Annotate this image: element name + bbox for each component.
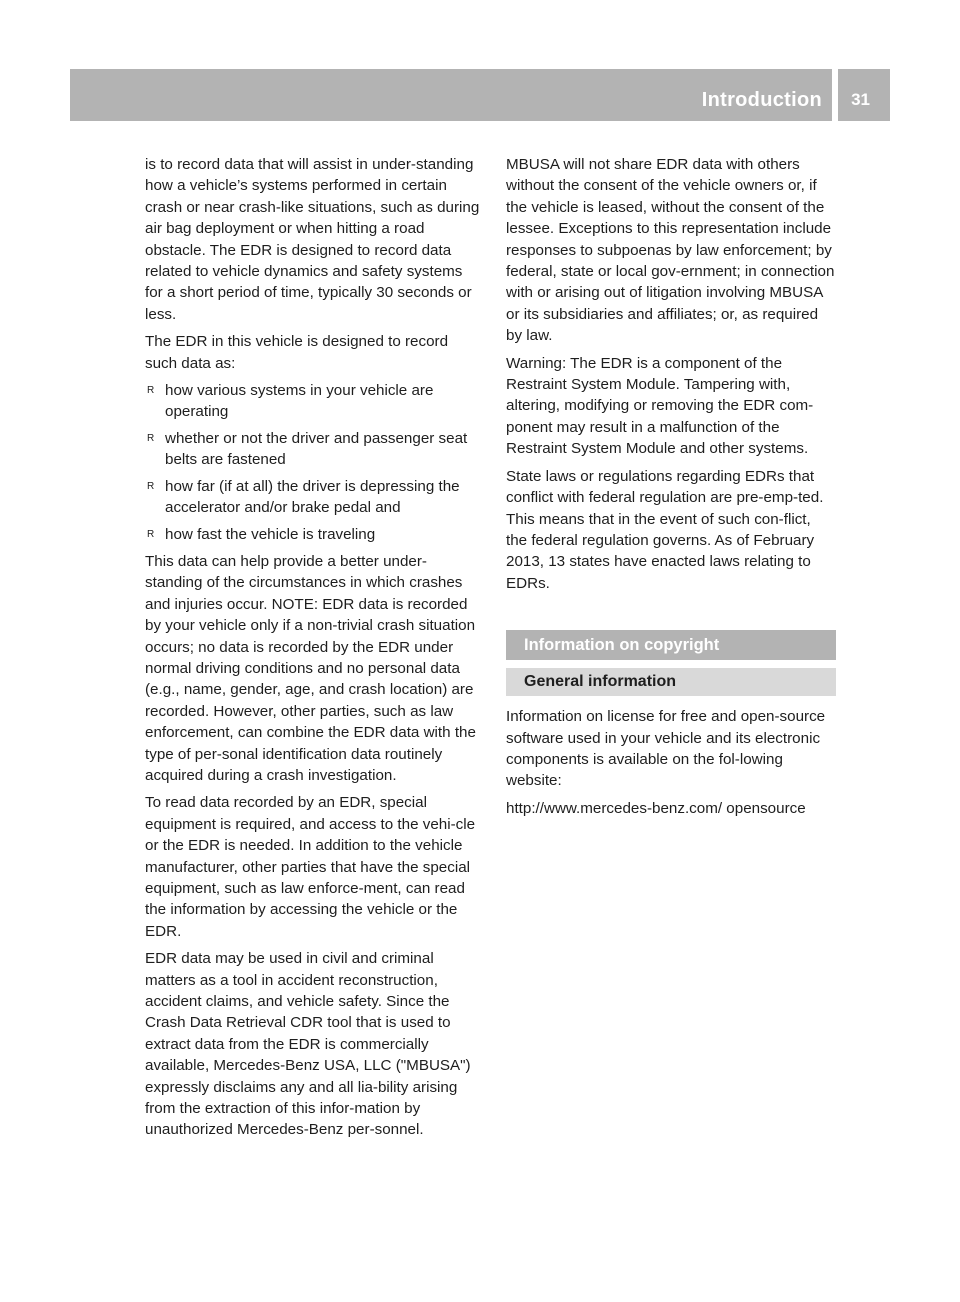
paragraph: is to record data that will assist in under-standing how a vehicle’s systems performed in certain crash or near crash-like situations, such as during air bag deployment or when hitting a road obstacle. The EDR is designed to record data related to vehicle dynamics and safety systems for a short period of time, typically 30 seconds or less. [145,156,480,323]
website-url: http://www.mercedes-benz.com/ opensource [506,799,806,817]
paragraph: To read data recorded by an EDR, special equipment is required, and access to the vehi-cle or the EDR is needed. In addition to the vehicle manufacturer, other parties that have the special equipment, such as law enforce-ment, can read the information by accessing the vehicle or the EDR. [145,794,476,940]
header-divider [832,69,838,121]
page-header [70,69,890,121]
bullet-icon: R [147,528,155,540]
bullet-icon: R [147,432,155,444]
list-item [145,428,483,471]
list-item-text: whether or not the driver and passenger seat belts are fastened [165,429,468,469]
list-item-text: how various systems in your vehicle are operating [165,382,434,421]
list-item-text: how fast the vehicle is traveling [165,525,376,543]
bullet-icon: R [147,480,155,492]
paragraph: MBUSA will not share EDR data with others without the consent of the vehicle owners or, if the vehicle is leased, without the consent of the lessee. Exceptions to this representation include responses to subpoenas by law enforcement; by federal, state or local gov-ernment; in connection with or arising out of litigation involving MBUSA or its subsidiaries and affiliates; or, as required by law. [506,156,835,345]
paragraph: EDR data may be used in civil and criminal matters as a tool in accident reconstruction, accident claims, and vehicle safety. Since the Crash Data Retrieval CDR tool that is used to extract data from the EDR is commercially available, Mercedes-Benz USA, LLC ("MBUSA") expressly disclaims any and all lia-bility arising from the extraction of this infor-mation by unauthorized Mercedes-Benz per-sonnel. [145,950,471,1139]
list-item [145,524,483,545]
paragraph: This data can help provide a better under-standing of the circumstances in which crashes and injuries occur. NOTE: EDR data is recorded by your vehicle only if a non-trivial crash situation occurs; no data is recorded by the EDR under normal driving conditions and no personal data (e.g., name, gender, age, and crash location) are recorded. However, other parties, such as law enforcement, can combine the EDR data with the type of per-sonal identification data routinely acquired during a crash investigation. [145,552,476,784]
list-item [145,380,483,423]
bullet-icon: R [147,385,155,397]
paragraph: The EDR in this vehicle is designed to record such data as: [145,333,449,372]
list-item-text: how far (if at all) the driver is depressing the accelerator and/or brake pedal and [165,477,460,517]
left-column [145,154,483,1147]
page-number: 31 [851,90,870,109]
paragraph: Warning: The EDR is a component of the Restraint System Module. Tampering with, altering, modifying or removing the EDR com-ponent may result in a malfunction of the Restraint System Module and other systems. [506,354,814,458]
paragraph: State laws or regulations regarding EDRs that conflict with federal regulation are pre-emp-ted. This means that in the event of such con-flict, the federal regulation governs. As of February 2013, 13 states have enacted laws relating to EDRs. [506,467,824,592]
paragraph: Information on license for free and open-source software used in your vehicle and its electronic components is available on the fol-lowing website: [506,708,826,790]
chapter-title: Introduction [701,89,822,111]
list-item [145,476,483,519]
right-column [506,154,836,825]
section-heading-copyright: Information on copyright [506,630,836,660]
subsection-heading-general: General information [506,668,836,696]
bullet-list [145,380,483,545]
